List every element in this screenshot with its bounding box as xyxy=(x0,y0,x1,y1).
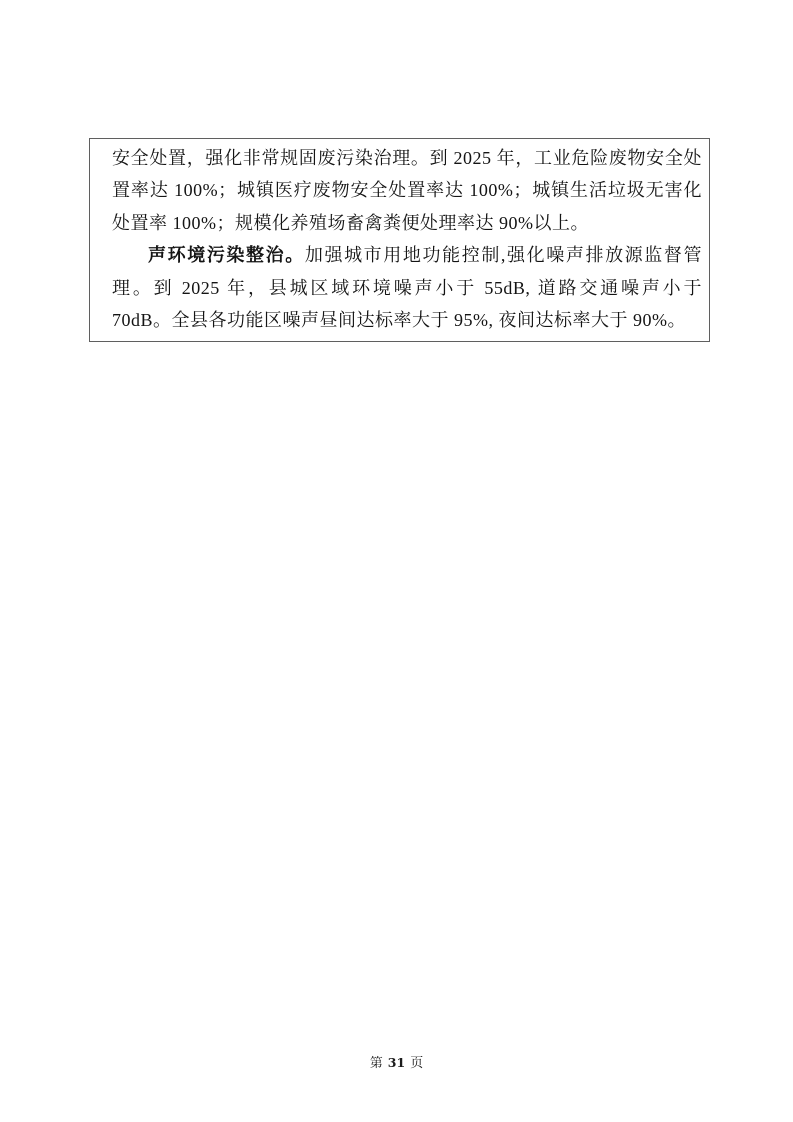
page-footer xyxy=(0,1054,793,1072)
page-number: 31 xyxy=(387,1055,406,1070)
page-footer-suffix: 页 xyxy=(410,1055,424,1070)
paragraph-noise-pollution xyxy=(112,239,702,336)
paragraph-noise-body: 加强城市用地功能控制,强化噪声排放源监督管理。到 2025 年，县城区域环境噪声小于 55dB, 道路交通噪声小于 70dB。全县各功能区噪声昼间达标率大于 95%, 夜间达标率大于 90%。 xyxy=(112,245,703,331)
bordered-text-box xyxy=(89,138,710,342)
paragraph-solid-waste-targets: 安全处置，强化非常规固废污染治理。到 2025 年，工业危险废物安全处置率达 100%；城镇医疗废物安全处置率达 100%；城镇生活垃圾无害化处置率 100%；规模化养殖场畜禽粪便处理率达 90%以上。 xyxy=(112,148,702,233)
page-footer-prefix: 第 xyxy=(369,1055,383,1070)
paragraph-noise-lead: 声环境污染整治。 xyxy=(148,245,305,266)
